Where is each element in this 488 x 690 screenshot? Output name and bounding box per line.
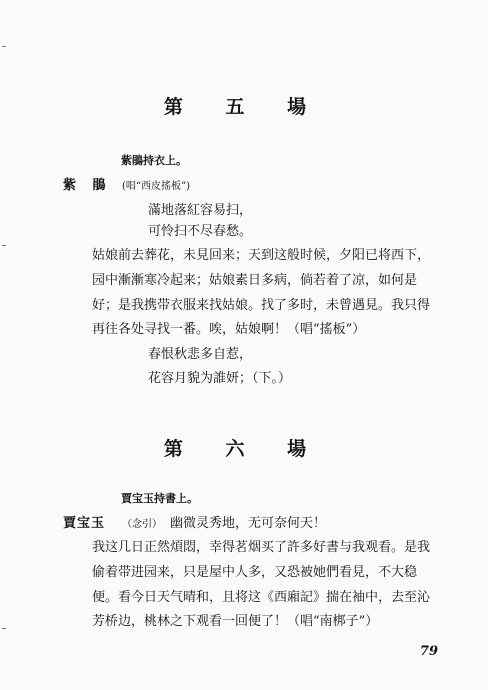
scan-mark [2,628,6,629]
scene-6-speaker: 賈宝玉 [63,516,106,531]
scene-5-verse-line: 可怜扫不尽春愁。 [148,224,253,239]
scene-6-dialogue-line: 芳桥边，桃林之下观看一回便了！（唱“南梆子”） [92,614,379,629]
scene-6-dialogue-line: 我这几日正然煩悶，幸得茗烟买了許多好書与我观看。是我 [92,540,431,555]
scene-6-dialogue-line: 便。看今日天气晴和，且将这《西廂記》揣在袖中，去至沁 [92,590,431,605]
page-number: 79 [419,644,438,659]
scene-5-speaker: 紫 鵑 [63,178,112,193]
scene-5-title: 第 五 場 [163,96,325,118]
scene-6-annotation: （念引） [122,519,162,530]
scan-mark [2,245,6,246]
scene-5-dialogue-line: 好；是我携带衣服来找姑娘。找了多时，未曾遇見。我只得 [92,298,431,313]
scene-5-dialogue-line: 姑娘前去葬花，未見回来；天到这般时候，夕阳已将西下， [92,248,431,263]
scene-5-verse-line: 春恨秋悲多自惹， [148,347,253,362]
scene-5-verse-line: 花容月貌为誰妍；（下。） [148,371,292,386]
scene-5-annotation: (唱“西皮搖板”) [122,181,191,192]
scene-5-verse-line: 滿地落紅容易扫， [148,203,253,218]
scene-5-dialogue-line: 再往各处寻找一番。唉，姑娘啊！（唱“搖板”） [92,322,366,337]
scene-6-dialogue-line: 偷着带进园来，只是屋中人多，又恐被她們看見，不大稳 [92,565,418,580]
scene-6-stage-direction: 賈宝玉持書上。 [121,492,198,505]
scan-mark [2,46,6,47]
scene-5-stage-direction: 紫鵑持衣上。 [121,154,187,167]
scene-6-title: 第 六 場 [163,438,325,460]
scene-6-opening-line: 幽微灵秀地，无可奈何天！ [170,516,327,531]
scene-5-dialogue-line: 园中漸漸寒冷起来；姑娘素日多病，倘若着了凉，如何是 [92,273,418,288]
